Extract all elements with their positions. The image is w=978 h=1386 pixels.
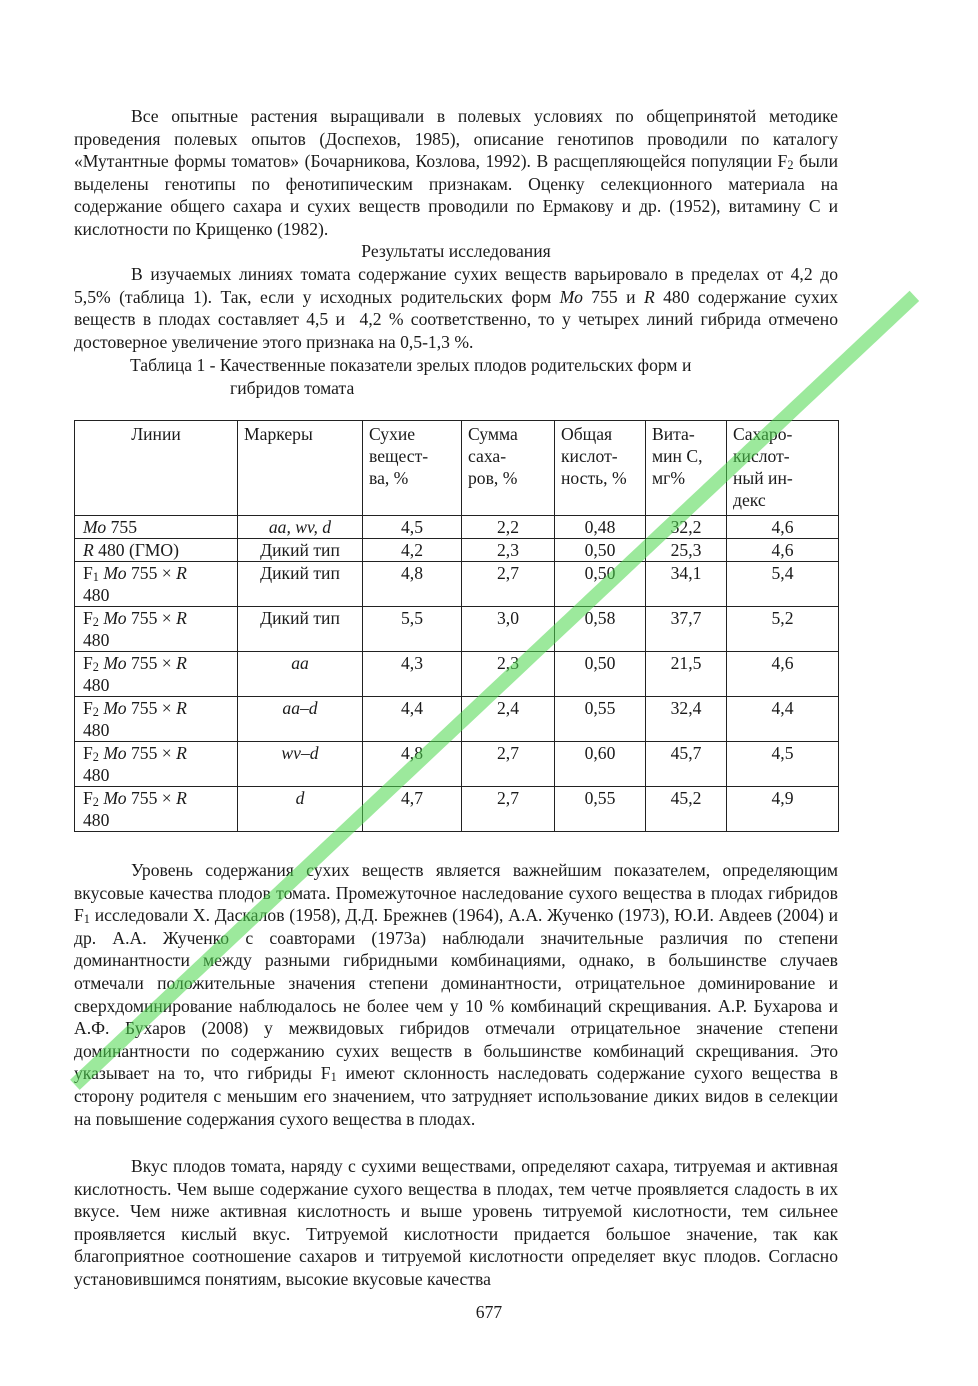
paragraph-results: В изучаемых линиях томата содержание сухих веществ варьировало в пределах от 4,2 до 5,5% (таблица 1). Так, если у исходных родительских форм Мо 755 и R 480 содержание сухих веществ в плодах составляет 4,5 и 4,2 % соответственно, то у четырех линий гибрида отмечено достоверное увеличение этого признака на 0,5-1,3 %.	[74, 264, 838, 352]
paragraph-methods: Все опытные растения выращивали в полевых условиях по общепринятой методике проведения полевых опытов (Доспехов, 1985), описание генотипов проводили по каталогу «Мутантные формы томатов» (Бочарникова, Козлова, 1992). В расщепляющейся популяции $F_2$ были выделены генотипы по фенотипическим признакам. Оценку селекционного материала на содержание общего сахара и сухих веществ проводили по Ермакову и др. (1952), витамину С и кислотности по Крищенко (1982).	[74, 106, 839, 239]
header-lines: Линии	[75, 421, 238, 516]
cell-sugars: 2,3	[462, 652, 555, 697]
cell-acidity: 0,55	[555, 787, 646, 832]
cell-line: $F_2$ Мо 755 × R 480	[75, 607, 238, 652]
cell-index: 5,4	[727, 562, 839, 607]
cell-marker: aa–d	[238, 697, 363, 742]
header-acidity: Общая кислот- ность, %	[555, 421, 646, 516]
cell-vitamin-c: 37,7	[646, 607, 727, 652]
cell-vitamin-c: 21,5	[646, 652, 727, 697]
cell-marker: wv–d	[238, 742, 363, 787]
cell-line: $F_2$ Мо 755 × R 480	[75, 697, 238, 742]
cell-dry-matter: 4,8	[363, 562, 462, 607]
header-sugar-acid-index: Сахаро- кислот- ный ин- декс	[727, 421, 839, 516]
cell-dry-matter: 4,8	[363, 742, 462, 787]
table-row	[75, 652, 839, 697]
table-row	[75, 562, 839, 607]
cell-sugars: 2,7	[462, 742, 555, 787]
cell-marker: d	[238, 787, 363, 832]
cell-sugars: 3,0	[462, 607, 555, 652]
cell-acidity: 0,55	[555, 697, 646, 742]
cell-sugars: 2,4	[462, 697, 555, 742]
cell-dry-matter: 5,5	[363, 607, 462, 652]
cell-index: 5,2	[727, 607, 839, 652]
cell-line: R 480 (ГМО)	[75, 539, 238, 562]
cell-sugars: 2,7	[462, 787, 555, 832]
table-row	[75, 607, 839, 652]
cell-vitamin-c: 25,3	[646, 539, 727, 562]
header-markers: Маркеры	[238, 421, 363, 516]
section-heading: Результаты исследования	[361, 241, 551, 261]
table-row	[75, 697, 839, 742]
caption-line-1: Таблица 1 - Качественные показатели зрелых плодов родительских форм и	[130, 355, 692, 375]
cell-acidity: 0,58	[555, 607, 646, 652]
cell-sugars: 2,2	[462, 516, 555, 539]
cell-marker: aa, wv, d	[238, 516, 363, 539]
cell-line: $F_2$ Мо 755 × R 480	[75, 742, 238, 787]
table-row	[75, 787, 839, 832]
cell-vitamin-c: 45,2	[646, 787, 727, 832]
caption-line-2: гибридов томата	[230, 377, 355, 398]
cell-index: 4,6	[727, 516, 839, 539]
page-number: 677	[475, 1302, 503, 1322]
table-row	[75, 516, 839, 539]
cell-vitamin-c: 45,7	[646, 742, 727, 787]
cell-sugars: 2,3	[462, 539, 555, 562]
cell-marker: aa	[238, 652, 363, 697]
cell-dry-matter: 4,7	[363, 787, 462, 832]
results-table	[74, 420, 839, 832]
cell-vitamin-c: 34,1	[646, 562, 727, 607]
cell-acidity: 0,48	[555, 516, 646, 539]
cell-acidity: 0,50	[555, 539, 646, 562]
table-header-row	[75, 421, 839, 516]
cell-marker: Дикий тип	[238, 562, 363, 607]
cell-line: $F_1$ Мо 755 × R 480	[75, 562, 238, 607]
cell-marker: Дикий тип	[238, 607, 363, 652]
cell-acidity: 0,50	[555, 652, 646, 697]
cell-acidity: 0,60	[555, 742, 646, 787]
cell-dry-matter: 4,5	[363, 516, 462, 539]
cell-vitamin-c: 32,2	[646, 516, 727, 539]
cell-acidity: 0,50	[555, 562, 646, 607]
paragraph-taste: Вкус плодов томата, наряду с сухими веществами, определяют сахара, титруемая и активная кислотность. Чем выше содержание сухого вещества в плодах, тем четче проявляется сладость в их вкусе. Чем ниже активная кислотность и выше уровень титруемой кислотности, тем сильнее проявляется кислый вкус. Титруемой кислотности придается большое значение, так как благоприятное соотношение сахаров и титруемой кислотности определяет вкус плодов. Согласно установившимся понятиям, высокие вкусовые качества	[74, 1156, 838, 1289]
cell-index: 4,6	[727, 652, 839, 697]
cell-index: 4,4	[727, 697, 839, 742]
cell-line: $F_2$ Мо 755 × R 480	[75, 787, 238, 832]
table-row	[75, 539, 839, 562]
cell-line: $F_2$ Мо 755 × R 480	[75, 652, 238, 697]
cell-index: 4,6	[727, 539, 839, 562]
cell-line: Мо 755	[75, 516, 238, 539]
header-sugars: Сумма саха- ров, %	[462, 421, 555, 516]
cell-dry-matter: 4,4	[363, 697, 462, 742]
header-vitamin-c: Вита- мин С, мг%	[646, 421, 727, 516]
table-row	[75, 742, 839, 787]
cell-vitamin-c: 32,4	[646, 697, 727, 742]
cell-dry-matter: 4,3	[363, 652, 462, 697]
paragraph-discussion: Уровень содержания сухих веществ является важнейшим показателем, определяющим вкусовые качества плодов томата. Промежуточное наследование сухого вещества в плодах гибридов $F_1$ исследовали Х. Даскалов (1958), Д.Д. Брежнев (1964), А.А. Жученко (1973), Ю.И. Авдеев (2004) и др. А.А. Жученко с соавторами (1973а) наблюдали значительные различия по степени доминантности между разными гибридными комбинациями, однако, в большинстве случаев отмечали положительные значения степени доминантности, отрицательное доминирование и сверхдоминирование наблюдалось не более чем у 10 % комбинаций скрещивания. А.Р. Бухарова и А.Ф. Бухаров (2008) у межвидовых гибридов отмечали отрицательное значение степени доминантности по содержанию сухих веществ в большинстве комбинаций скрещивания. Это указывает на то, что гибриды $F_1$ имеют склонность наследовать содержание сухого вещества в сторону родителя с меньшим его значением, что затрудняет использование диких видов в селекции на повышение содержания сухого вещества в плодах.	[74, 860, 838, 1129]
cell-dry-matter: 4,2	[363, 539, 462, 562]
table-caption	[130, 354, 830, 399]
header-dry-matter: Сухие вещест- ва, %	[363, 421, 462, 516]
cell-marker: Дикий тип	[238, 539, 363, 562]
cell-index: 4,9	[727, 787, 839, 832]
cell-index: 4,5	[727, 742, 839, 787]
cell-sugars: 2,7	[462, 562, 555, 607]
